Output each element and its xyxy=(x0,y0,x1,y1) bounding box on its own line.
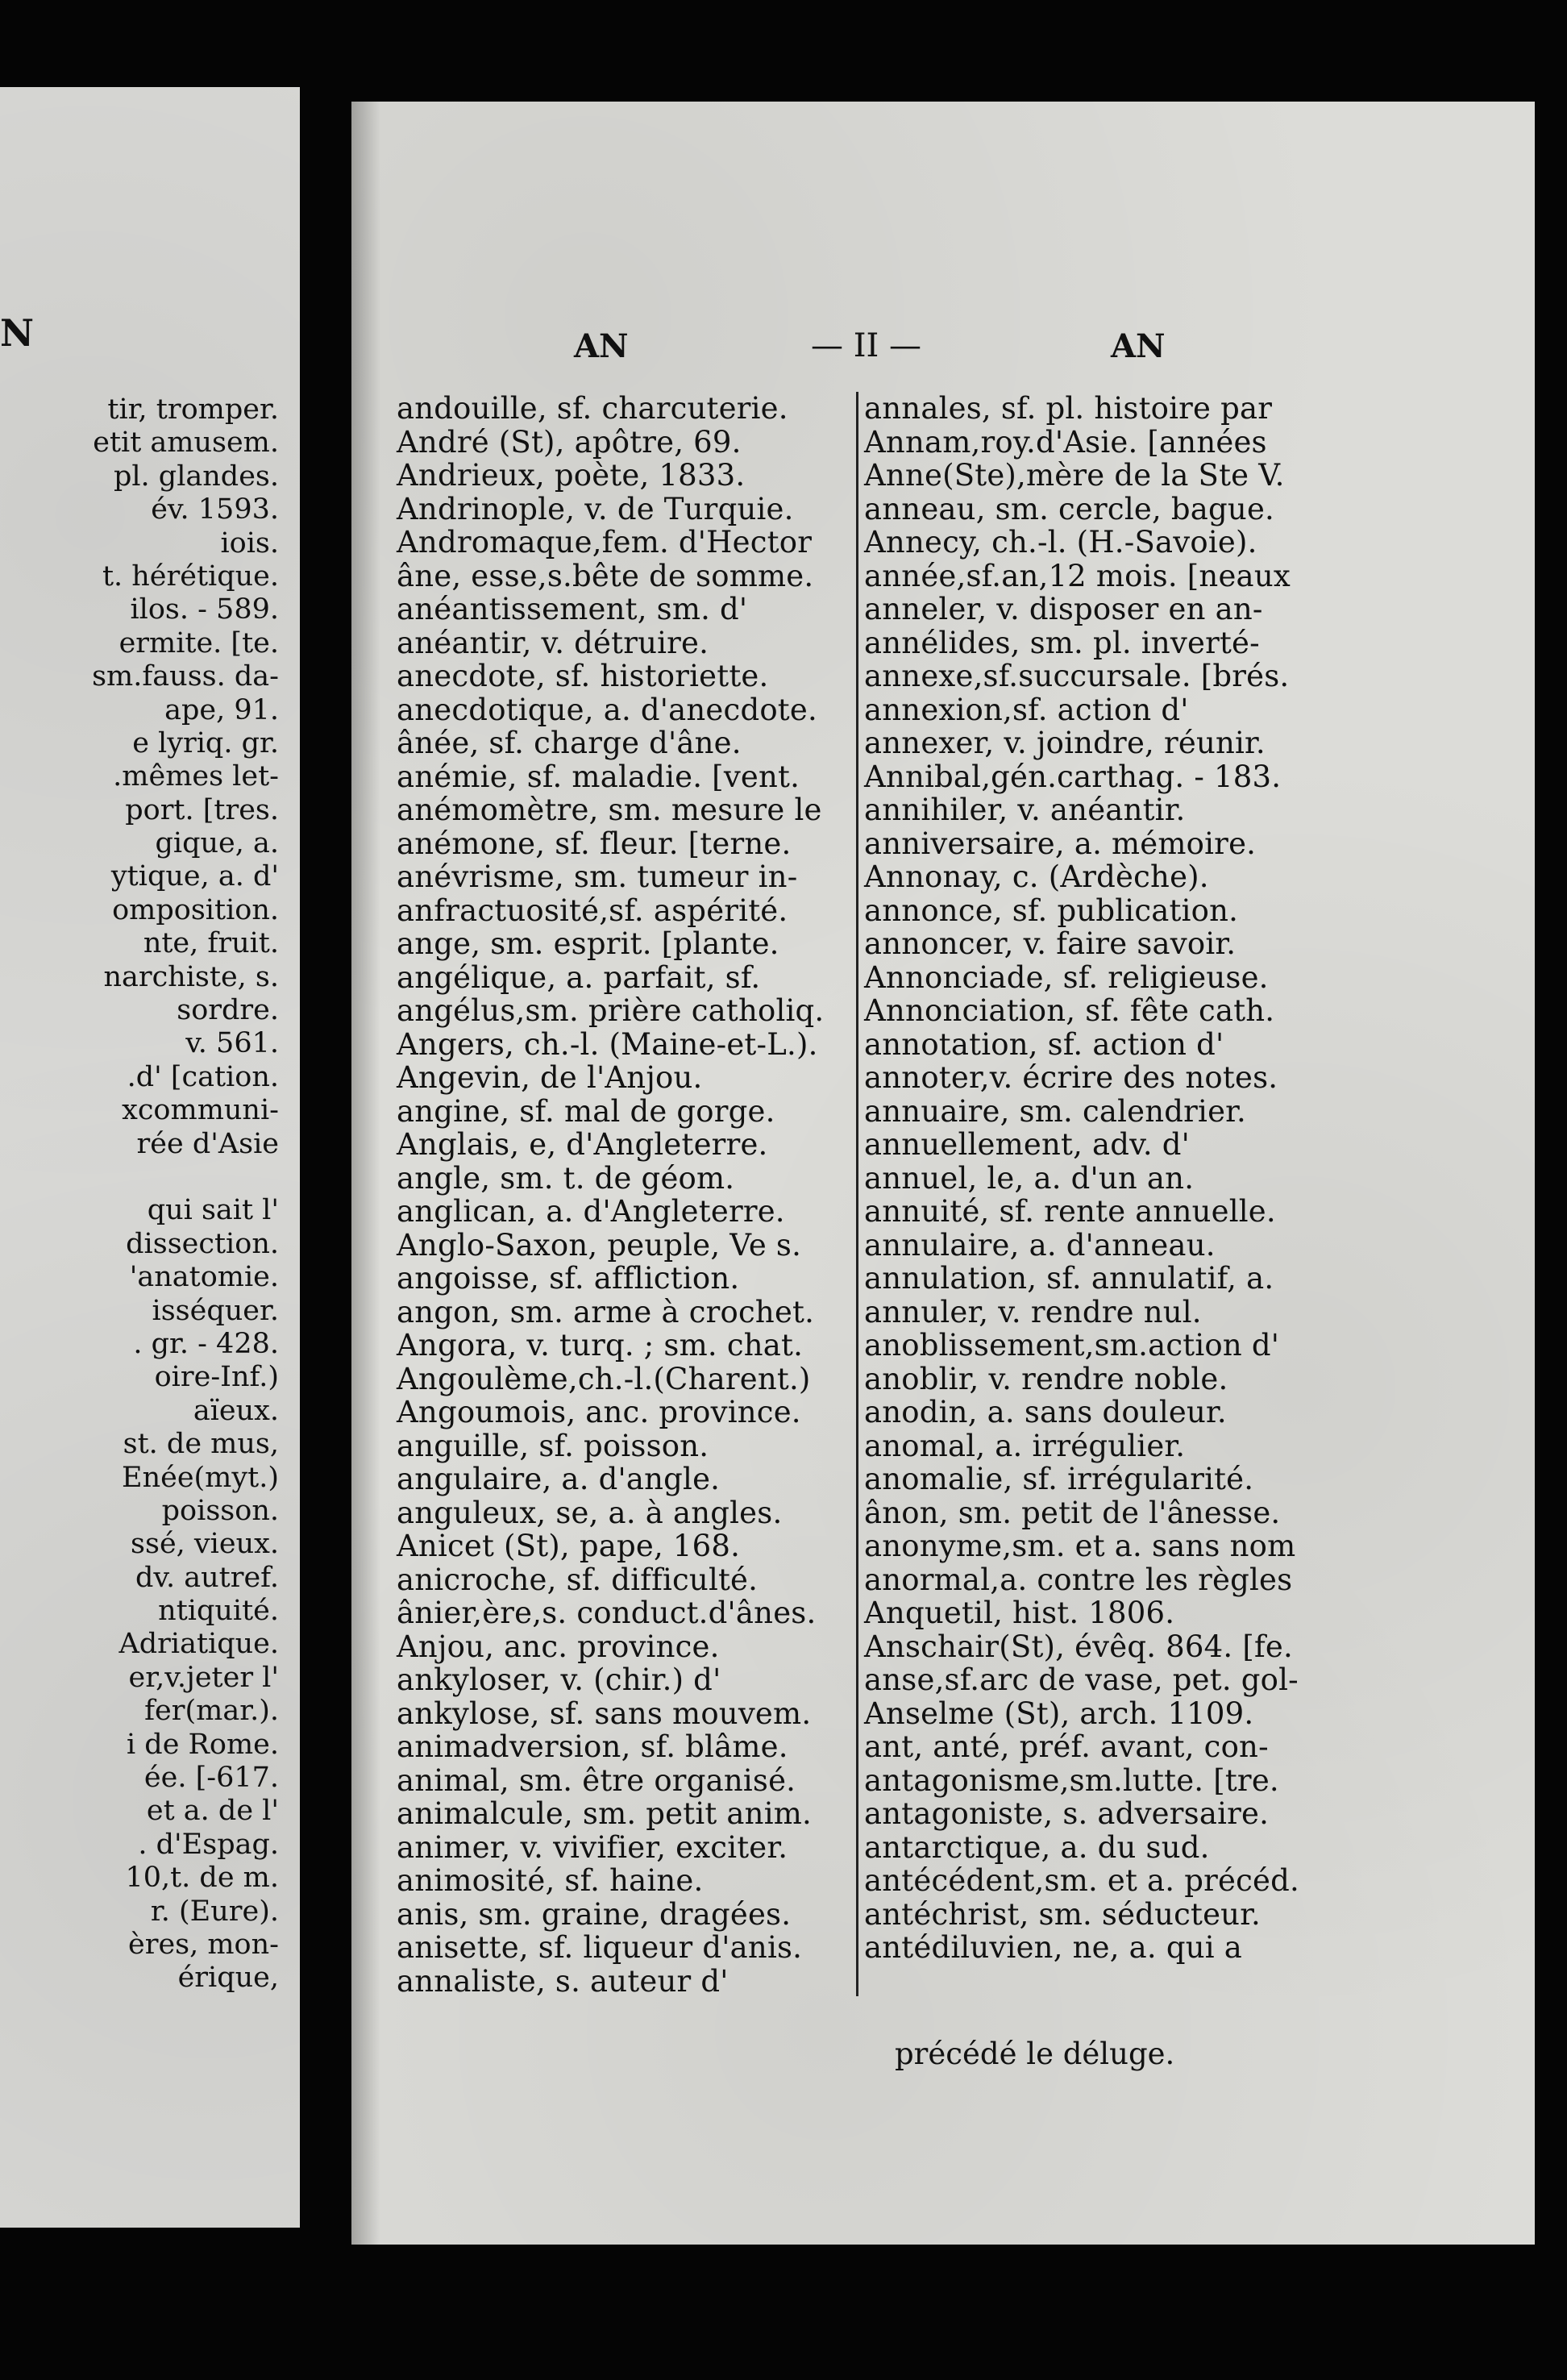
dictionary-entry: antéchrist, sm. séducteur. xyxy=(864,1896,1261,1932)
dictionary-entry: animer, v. vivifier, exciter. xyxy=(397,1829,788,1865)
dictionary-page xyxy=(351,102,1535,2245)
left-page-line: érique, xyxy=(177,1962,279,1995)
dictionary-entry: animosité, sf. haine. xyxy=(397,1863,704,1898)
dictionary-entry: annoter,v. écrire des notes. xyxy=(864,1060,1278,1095)
dictionary-entry: Angora, v. turq. ; sm. chat. xyxy=(397,1328,804,1363)
left-page-line: 10,t. de m. xyxy=(125,1862,279,1895)
dictionary-entry: annonce, sf. publication. xyxy=(864,892,1239,928)
left-page-line: et a. de l' xyxy=(146,1795,279,1828)
dictionary-entry: anémomètre, sm. mesure le xyxy=(397,793,822,827)
left-page-line: tir, tromper. xyxy=(107,393,279,426)
dictionary-entry: Anglais, e, d'Angleterre. xyxy=(397,1127,768,1162)
left-page-line: oire-Inf.) xyxy=(154,1361,279,1394)
dictionary-entry: angine, sf. mal de gorge. xyxy=(397,1093,775,1129)
left-page-text xyxy=(92,393,279,1995)
dictionary-entry: Angoulème,ch.-l.(Charent.) xyxy=(397,1361,811,1396)
spine-shadow xyxy=(351,102,380,2245)
dictionary-entry: annulation, sf. annulatif, a. xyxy=(864,1261,1274,1296)
dictionary-entry: Annibal,gén.carthag. - 183. xyxy=(864,759,1282,794)
left-page-line: narchiste, s. xyxy=(103,960,279,993)
dictionary-entry: anoblir, v. rendre noble. xyxy=(864,1361,1228,1396)
left-page-line: sm.fauss. da- xyxy=(92,660,279,693)
left-page-line: . d'Espag. xyxy=(138,1828,279,1861)
dictionary-entry: angulaire, a. d'angle. xyxy=(397,1462,721,1496)
left-page-line: .d' [cation. xyxy=(127,1060,279,1093)
dictionary-entry: ankyloser, v. (chir.) d' xyxy=(397,1662,721,1697)
left-page-line: gique, a. xyxy=(155,827,279,860)
left-page-line: év. 1593. xyxy=(151,493,279,526)
dictionary-entry: anodin, a. sans douleur. xyxy=(864,1395,1227,1429)
left-page-line xyxy=(92,1161,279,1194)
left-page-line: ytique, a. d' xyxy=(110,860,279,893)
left-page-line: st. de mus, xyxy=(123,1428,279,1461)
left-page-line: isséquer. xyxy=(152,1294,279,1327)
dictionary-entry: Anschair(St), évêq. 864. [fe. xyxy=(864,1629,1293,1664)
dictionary-entry: ange, sm. esprit. [plante. xyxy=(397,926,779,961)
dictionary-entry: ânon, sm. petit de l'ânesse. xyxy=(864,1495,1281,1530)
dictionary-entry: antédiluvien, ne, a. qui a xyxy=(864,1930,1243,1965)
dictionary-entry: annuellement, adv. d' xyxy=(864,1127,1191,1162)
dictionary-entry: anormal,a. contre les règles xyxy=(864,1562,1293,1597)
dictionary-entry: annulaire, a. d'anneau. xyxy=(864,1227,1216,1263)
dictionary-entry: Anne(Ste),mère de la Ste V. xyxy=(864,458,1285,493)
left-page-line: fer(mar.). xyxy=(144,1695,279,1728)
dictionary-entry: anévrisme, sm. tumeur in- xyxy=(397,859,798,894)
dictionary-entry: Annonciade, sf. religieuse. xyxy=(864,959,1269,995)
dictionary-entry: animadversion, sf. blâme. xyxy=(397,1729,788,1764)
dictionary-entry: anguille, sf. poisson. xyxy=(397,1428,709,1463)
dictionary-entry: Anicet (St), pape, 168. xyxy=(397,1529,741,1563)
dictionary-entry: annexer, v. joindre, réunir. xyxy=(864,726,1266,760)
left-page-line: dissection. xyxy=(126,1227,279,1260)
dictionary-entry: Anglo-Saxon, peuple, Ve s. xyxy=(397,1227,802,1263)
dictionary-entry: annuel, le, a. d'un an. xyxy=(864,1160,1195,1196)
dictionary-entry: antécédent,sm. et a. précéd. xyxy=(864,1863,1299,1898)
dictionary-entry: Angevin, de l'Anjou. xyxy=(397,1060,703,1095)
dictionary-entry: antagoniste, s. adversaire. xyxy=(864,1796,1270,1831)
dictionary-entry: anglican, a. d'Angleterre. xyxy=(397,1194,785,1229)
left-page-line: dv. autref. xyxy=(135,1561,279,1594)
dictionary-entry: Angoumois, anc. province. xyxy=(397,1395,801,1429)
dictionary-entry: anonyme,sm. et a. sans nom xyxy=(864,1529,1296,1563)
left-page-line: ères, mon- xyxy=(128,1928,279,1961)
dictionary-entry: animal, sm. être organisé. xyxy=(397,1762,796,1798)
dictionary-entry: anecdote, sf. historiette. xyxy=(397,659,769,693)
column-divider xyxy=(856,392,858,1996)
left-page-line: e lyriq. gr. xyxy=(132,726,279,759)
dictionary-entry: angon, sm. arme à crochet. xyxy=(397,1294,815,1329)
dictionary-entry: anneau, sm. cercle, bague. xyxy=(864,491,1275,526)
dictionary-entry: andouille, sf. charcuterie. xyxy=(397,391,788,426)
entries-column-right xyxy=(864,392,1509,1965)
left-page-line: xcommuni- xyxy=(122,1094,279,1127)
dictionary-entry: anniversaire, a. mémoire. xyxy=(864,826,1257,861)
left-page-line: omposition. xyxy=(112,893,279,926)
left-page-line: ape, 91. xyxy=(164,693,279,726)
left-page-line: poisson. xyxy=(161,1494,279,1527)
left-page-line: .mêmes let- xyxy=(113,760,279,793)
left-page-line: . gr. - 428. xyxy=(133,1327,279,1360)
left-page-line: ilos. - 589. xyxy=(130,593,279,626)
dictionary-entry: anfractuosité,sf. aspérité. xyxy=(397,892,788,928)
dictionary-entry: antarctique, a. du sud. xyxy=(864,1829,1210,1865)
dictionary-entry: angélique, a. parfait, sf. xyxy=(397,959,761,995)
dictionary-entry: André (St), apôtre, 69. xyxy=(397,424,742,460)
left-page-line: aïeux. xyxy=(193,1394,279,1427)
left-page-line: rée d'Asie xyxy=(136,1127,279,1160)
dictionary-entry: annuaire, sm. calendrier. xyxy=(864,1093,1246,1129)
left-page-line: t. hérétique. xyxy=(102,560,279,593)
left-page-fragment xyxy=(0,87,300,2228)
dictionary-entry: annélides, sm. pl. inverté- xyxy=(864,625,1260,660)
left-page-line: qui sait l' xyxy=(147,1194,279,1227)
left-page-line: ssé, vieux. xyxy=(131,1528,279,1561)
dictionary-entry: Andrieux, poète, 1833. xyxy=(397,458,746,493)
dictionary-entry: anse,sf.arc de vase, pet. gol- xyxy=(864,1662,1299,1697)
dictionary-entry: Anquetil, hist. 1806. xyxy=(864,1596,1175,1630)
left-page-line: sordre. xyxy=(177,994,279,1027)
dictionary-entry: Angers, ch.-l. (Maine-et-L.). xyxy=(397,1026,818,1062)
dictionary-entry: anéantir, v. détruire. xyxy=(397,625,709,660)
left-page-line: ntiquité. xyxy=(158,1595,279,1628)
entries-column-left xyxy=(397,392,903,1998)
dictionary-entry: anomalie, sf. irrégularité. xyxy=(864,1462,1254,1496)
dictionary-entry: annotation, sf. action d' xyxy=(864,1026,1224,1062)
dictionary-entry: anoblissement,sm.action d' xyxy=(864,1328,1280,1363)
dictionary-entry: anecdotique, a. d'anecdote. xyxy=(397,692,817,727)
dictionary-entry: Andrinople, v. de Turquie. xyxy=(397,491,794,526)
dictionary-entry: annuité, sf. rente annuelle. xyxy=(864,1194,1276,1229)
left-page-line: r. (Eure). xyxy=(150,1895,279,1928)
running-head-left: AN xyxy=(574,327,629,365)
dictionary-entry: Anselme (St), arch. 1109. xyxy=(864,1696,1254,1731)
dictionary-entry: anémie, sf. maladie. [vent. xyxy=(397,759,800,794)
dictionary-entry: anémone, sf. fleur. [terne. xyxy=(397,826,792,861)
dictionary-entry: ant, anté, préf. avant, con- xyxy=(864,1729,1269,1764)
dictionary-entry: ânier,ère,s. conduct.d'ânes. xyxy=(397,1596,817,1630)
left-running-head: N xyxy=(0,311,35,355)
left-page-line: iois. xyxy=(220,526,279,560)
dictionary-entry: Annonay, c. (Ardèche). xyxy=(864,859,1209,894)
dictionary-entry: angle, sm. t. de géom. xyxy=(397,1160,735,1196)
dictionary-entry: anneler, v. disposer en an- xyxy=(864,592,1263,626)
left-page-line: i de Rome. xyxy=(126,1728,279,1761)
dictionary-entry: antagonisme,sm.lutte. [tre. xyxy=(864,1762,1279,1798)
dictionary-entry: Anjou, anc. province. xyxy=(397,1629,720,1664)
left-page-line: v. 561. xyxy=(185,1027,279,1060)
dictionary-entry: angélus,sm. prière catholiq. xyxy=(397,993,825,1028)
running-head-right: AN xyxy=(1111,327,1166,365)
left-page-line: Enée(myt.) xyxy=(122,1461,279,1494)
dictionary-entry: Annonciation, sf. fête cath. xyxy=(864,993,1275,1028)
dictionary-entry: âne, esse,s.bête de somme. xyxy=(397,558,814,593)
left-page-line: er,v.jeter l' xyxy=(128,1661,279,1694)
dictionary-entry: anomal, a. irrégulier. xyxy=(864,1428,1186,1463)
page-number: — II — xyxy=(811,327,922,364)
left-page-line: nte, fruit. xyxy=(143,927,279,960)
dictionary-entry: Annam,roy.d'Asie. [années xyxy=(864,424,1267,460)
dictionary-entry: Annecy, ch.-l. (H.-Savoie). xyxy=(864,525,1257,560)
dictionary-entry: anisette, sf. liqueur d'anis. xyxy=(397,1930,803,1965)
left-page-line: ée. [-617. xyxy=(143,1762,279,1795)
dictionary-entry: annaliste, s. auteur d' xyxy=(397,1963,729,1999)
dictionary-entry: anéantissement, sm. d' xyxy=(397,592,748,626)
dictionary-entry: ankylose, sf. sans mouvem. xyxy=(397,1696,812,1731)
left-page-line: port. [tres. xyxy=(125,793,279,826)
dictionary-entry: Andromaque,fem. d'Hector xyxy=(397,525,813,560)
left-page-line: Adriatique. xyxy=(118,1628,279,1661)
continuation-line: précédé le déluge. xyxy=(895,2037,1175,2071)
dictionary-entry: anicroche, sf. difficulté. xyxy=(397,1562,759,1597)
dictionary-entry: annales, sf. pl. histoire par xyxy=(864,391,1273,426)
left-page-line: pl. glandes. xyxy=(113,460,279,493)
dictionary-entry: annuler, v. rendre nul. xyxy=(864,1294,1202,1329)
dictionary-entry: animalcule, sm. petit anim. xyxy=(397,1796,812,1831)
dictionary-entry: annihiler, v. anéantir. xyxy=(864,793,1186,827)
dictionary-entry: annoncer, v. faire savoir. xyxy=(864,926,1237,961)
dictionary-entry: annexion,sf. action d' xyxy=(864,692,1189,727)
dictionary-entry: anguleux, se, a. à angles. xyxy=(397,1495,783,1530)
dictionary-entry: angoisse, sf. affliction. xyxy=(397,1261,740,1296)
left-page-line: 'anatomie. xyxy=(129,1261,279,1294)
dictionary-entry: annexe,sf.succursale. [brés. xyxy=(864,659,1290,693)
dictionary-entry: ânée, sf. charge d'âne. xyxy=(397,726,742,760)
dictionary-entry: année,sf.an,12 mois. [neaux xyxy=(864,558,1291,593)
left-page-line: etit amusem. xyxy=(93,426,279,460)
dictionary-entry: anis, sm. graine, dragées. xyxy=(397,1896,792,1932)
left-page-line: ermite. [te. xyxy=(118,626,279,659)
